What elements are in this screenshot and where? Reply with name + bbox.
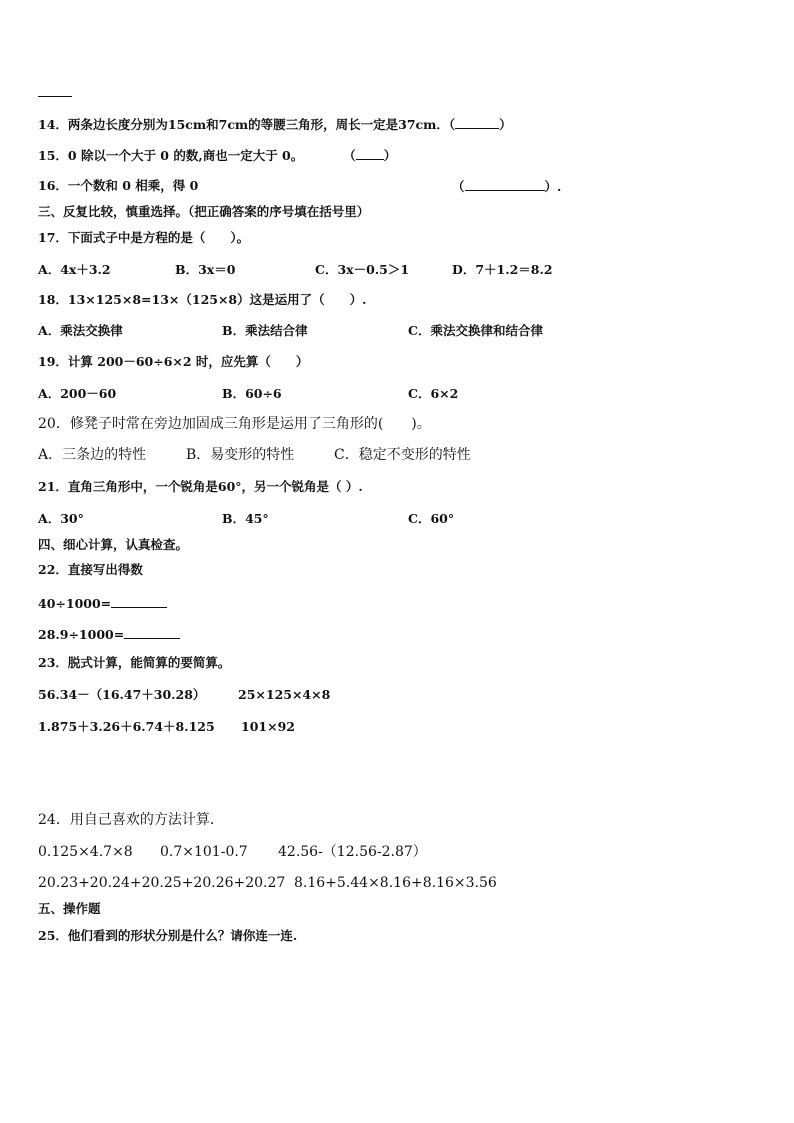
section-5-heading: 五、操作题	[38, 901, 101, 916]
option-20-a[interactable]: A．三条边的特性	[38, 447, 147, 463]
section-3-heading: 三、反复比较，慎重选择。（把正确答案的序号填在括号里）	[38, 204, 370, 219]
question-18: 18．13×125×8=13×（125×8）这是运用了（ ）.	[38, 292, 367, 307]
calc-24-3: 42.56-（12.56-2.87）	[278, 844, 427, 860]
top-rule	[38, 96, 72, 97]
calc-23-1: 56.34－（16.47＋30.28）	[38, 687, 206, 702]
option-17-b[interactable]: B．3x＝0	[175, 262, 236, 277]
calc-23-2: 25×125×4×8	[238, 687, 331, 702]
question-25: 25．他们看到的形状分别是什么？请你连一连.	[38, 928, 298, 943]
question-23: 23．脱式计算，能简算的要简算。	[38, 655, 231, 670]
calc-22-1: 40÷1000=	[38, 595, 167, 612]
question-20: 20．修凳子时常在旁边加固成三角形是运用了三角形的( )。	[38, 416, 431, 432]
question-19: 19．计算 200－60÷6×2 时，应先算（ ）	[38, 354, 309, 369]
option-21-b[interactable]: B．45°	[222, 511, 269, 526]
option-19-b[interactable]: B．60÷6	[222, 386, 282, 401]
option-18-a[interactable]: A．乘法交换律	[38, 323, 123, 338]
option-17-c[interactable]: C．3x－0.5＞1	[315, 262, 410, 277]
question-22: 22．直接写出得数	[38, 562, 143, 577]
calc-24-2: 0.7×101-0.7	[160, 844, 248, 860]
calc-24-1: 0.125×4.7×8	[38, 844, 133, 860]
option-17-d[interactable]: D．7＋1.2＝8.2	[452, 262, 553, 277]
option-21-c[interactable]: C．60°	[408, 511, 455, 526]
calc-22-2: 28.9÷1000=	[38, 626, 180, 643]
section-4-heading: 四、细心计算，认真检查。	[38, 537, 189, 552]
answer-bracket-16: （ ）.	[452, 179, 562, 194]
option-21-a[interactable]: A．30°	[38, 511, 84, 526]
question-15: 15．0 除以一个大于 0 的数,商也一定大于 0。 （ ）	[38, 148, 397, 163]
answer-blank-22-2[interactable]	[124, 626, 180, 639]
option-18-b[interactable]: B．乘法结合律	[222, 323, 308, 338]
question-14: 14．两条边长度分别为15cm和7cm的等腰三角形，周长一定是37cm．（ ）	[38, 117, 512, 132]
answer-blank-15[interactable]	[356, 147, 384, 160]
option-20-c[interactable]: C．稳定不变形的特性	[334, 447, 471, 463]
option-20-b[interactable]: B．易变形的特性	[186, 447, 295, 463]
option-19-c[interactable]: C．6×2	[408, 386, 459, 401]
question-24: 24．用自己喜欢的方法计算．	[38, 812, 224, 828]
calc-23-3: 1.875＋3.26＋6.74＋8.125	[38, 719, 215, 734]
option-18-c[interactable]: C．乘法交换律和结合律	[408, 323, 543, 338]
option-19-a[interactable]: A．200－60	[38, 386, 117, 401]
question-16: 16．一个数和 0 相乘，得 0	[38, 178, 199, 193]
answer-blank-14[interactable]	[455, 116, 499, 129]
calc-23-4: 101×92	[241, 719, 295, 734]
calc-24-5: 8.16+5.44×8.16+8.16×3.56	[294, 875, 497, 891]
calc-24-4: 20.23+20.24+20.25+20.26+20.27	[38, 875, 286, 891]
question-17: 17．下面式子中是方程的是（ ）。	[38, 230, 250, 245]
option-17-a[interactable]: A．4x＋3.2	[38, 262, 111, 277]
question-21: 21．直角三角形中，一个锐角是60°，另一个锐角是（ ）.	[38, 479, 363, 494]
answer-blank-16[interactable]	[465, 178, 545, 191]
answer-blank-22-1[interactable]	[111, 595, 167, 608]
